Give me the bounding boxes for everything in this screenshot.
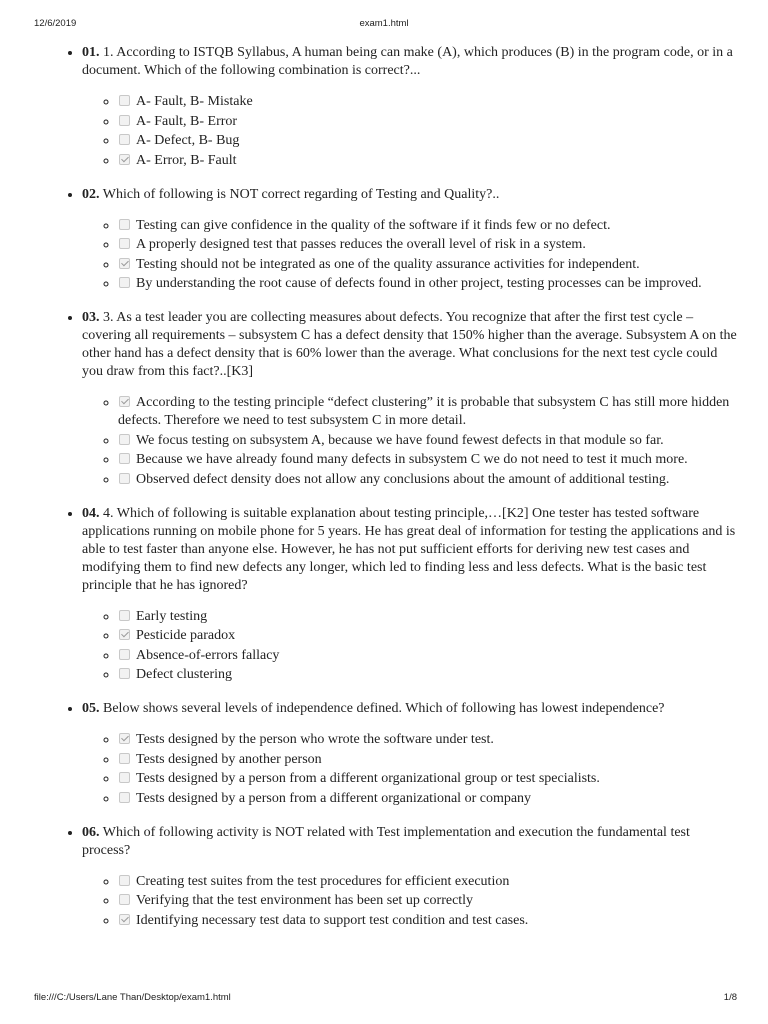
option-text: A- Fault, B- Error [136,113,238,129]
page-number: 1/8 [723,992,737,1003]
question-text: Which of following is NOT correct regarding of Testing and Quality?.. [102,186,500,202]
answer-checkbox[interactable] [119,772,130,783]
option-text: A properly designed test that passes reduces the overall level of risk in a system. [136,237,586,252]
option-text: By understanding the root cause of defects found in other project, testing processes can be improved. [136,276,702,291]
answer-checkbox[interactable] [119,649,130,660]
answer-checkbox[interactable] [119,219,130,230]
answer-option [118,627,738,645]
answer-checkbox[interactable] [119,894,130,905]
answer-option [118,471,738,489]
option-text: Identifying necessary test data to support test condition and test cases. [136,912,529,928]
answer-checkbox[interactable] [119,453,130,464]
question-number: 01. [82,45,100,60]
option-text: A- Defect, B- Bug [136,133,240,148]
question-number: 05. [82,701,100,716]
answer-checkbox[interactable] [119,668,130,679]
option-list [82,731,738,808]
answer-option [118,217,738,235]
option-text: Testing can give confidence in the quality of the software if it finds few or no defect. [136,217,611,233]
document-title: exam1.html [359,18,409,29]
option-text: Defect clustering [136,667,233,682]
checked-checkbox[interactable] [119,154,130,165]
question-text: 1. According to ISTQB Syllabus, A human being can make (A), which produces (B) in the program code, or in a document. Which of the following combination is correct?... [82,45,733,78]
answer-option [118,132,738,150]
checked-checkbox[interactable] [119,914,130,925]
answer-option [118,432,738,450]
question-item [82,186,738,294]
answer-option [118,873,738,891]
question-item [82,505,738,685]
question-item [82,700,738,808]
answer-checkbox[interactable] [119,792,130,803]
answer-option [118,666,738,684]
answer-option [118,647,738,665]
checked-checkbox[interactable] [119,396,130,407]
answer-option [118,275,738,293]
exam-content [0,44,768,946]
option-text: Absence-of-errors fallacy [136,647,280,663]
question-text: Below shows several levels of independence defined. Which of following has lowest independence? [103,701,665,716]
answer-checkbox[interactable] [119,238,130,249]
answer-option [118,236,738,254]
answer-checkbox[interactable] [119,753,130,764]
question-number: 03. [82,310,100,325]
answer-checkbox[interactable] [119,115,130,126]
option-text: Tests designed by a person from a different organizational or company [136,790,532,806]
answer-option [118,256,738,274]
answer-option [118,751,738,769]
option-text: According to the testing principle “defect clustering” it is probable that subsystem C has still more hidden defects. Therefore we need to test subsystem C in more detail. [118,395,730,428]
option-list [82,394,738,489]
question-text: 4. Which of following is suitable explanation about testing principle,…[K2] One tester has tested software applications running on mobile phone for 5 years. He has great deal of information for testing the applications and is able to test faster than anyone else. However, he has not put sufficient efforts for deriving new test cases and modifying them to find new defects any longer, which led to finding less and less defects. What is the basic test principle that he has ignored? [82,505,736,593]
option-text: Because we have already found many defects in subsystem C we do not need to test it much more. [136,452,688,467]
answer-checkbox[interactable] [119,473,130,484]
answer-option [118,152,738,170]
answer-option [118,608,738,626]
option-text: Tests designed by a person from a different organizational group or test specialists. [136,771,600,786]
option-text: Testing should not be integrated as one of the quality assurance activities for independent. [136,256,640,272]
answer-checkbox[interactable] [119,134,130,145]
answer-checkbox[interactable] [119,434,130,445]
answer-option [118,790,738,808]
answer-option [118,912,738,930]
option-list [82,217,738,294]
file-path: file:///C:/Users/Lane Than/Desktop/exam1.html [34,992,231,1003]
answer-checkbox[interactable] [119,875,130,886]
question-number: 02. [82,186,100,202]
option-list [82,93,738,170]
checked-checkbox[interactable] [119,629,130,640]
answer-checkbox[interactable] [119,277,130,288]
option-text: A- Error, B- Fault [136,152,237,168]
answer-option [118,770,738,788]
question-item [82,44,738,170]
option-text: Creating test suites from the test procedures for efficient execution [136,873,510,889]
print-date: 12/6/2019 [34,18,77,29]
answer-option [118,892,738,910]
question-item [82,824,738,930]
option-text: Tests designed by another person [136,751,322,767]
answer-checkbox[interactable] [119,610,130,621]
answer-option [118,394,738,430]
option-text: Verifying that the test environment has been set up correctly [136,893,474,908]
option-text: Pesticide paradox [136,628,236,643]
option-list [82,608,738,685]
answer-option [118,93,738,111]
question-number: 06. [82,824,100,840]
question-text: 3. As a test leader you are collecting measures about defects. You recognize that after the first test cycle – covering all requirements – subsystem C has a defect density that 150% higher than the average. Subsystem A on the other hand has a defect density that is 60% lower than the average. What conclusions for the next test cycle could you draw from this fact?..[K3] [82,310,737,379]
option-text: We focus testing on subsystem A, because we have found fewest defects in that module so far. [136,432,664,448]
question-item [82,309,738,489]
option-text: Early testing [136,608,208,624]
checked-checkbox[interactable] [119,733,130,744]
answer-option [118,113,738,131]
option-text: Tests designed by the person who wrote the software under test. [136,732,494,747]
option-list [82,873,738,930]
question-number: 04. [82,505,100,521]
question-list [0,44,768,930]
answer-option [118,451,738,469]
checked-checkbox[interactable] [119,258,130,269]
answer-checkbox[interactable] [119,95,130,106]
option-text: A- Fault, B- Mistake [136,94,253,109]
option-text: Observed defect density does not allow any conclusions about the amount of additional testing. [136,471,670,487]
answer-option [118,731,738,749]
question-text: Which of following activity is NOT related with Test implementation and execution the fundamental test process? [82,824,690,858]
